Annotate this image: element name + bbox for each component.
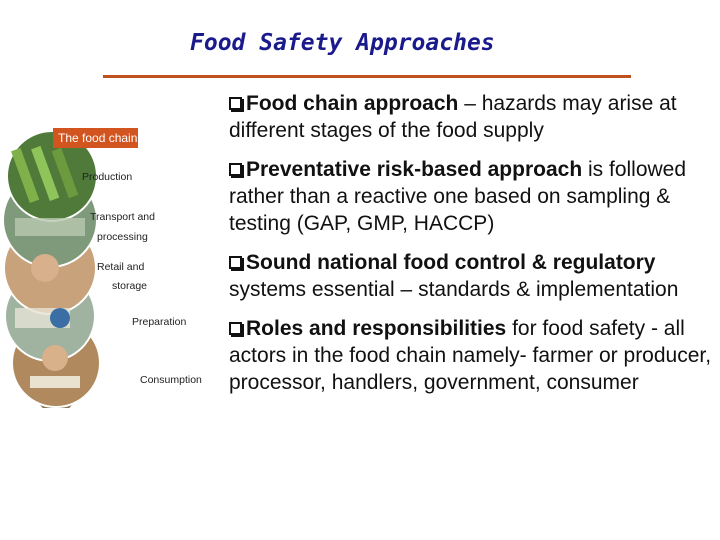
bullet-bold: Roles and responsibilities bbox=[246, 317, 507, 340]
stage-storage-label: storage bbox=[112, 280, 148, 292]
bullet-item bbox=[229, 249, 714, 303]
stage-transport-label: Transport and bbox=[90, 211, 155, 223]
bullet-text: for food safety - all actors in the food chain namely- farmer or producer, processor, handlers, government, consumer bbox=[229, 317, 712, 394]
bullet-item bbox=[229, 156, 714, 237]
title-underline bbox=[103, 75, 631, 78]
checkbox-bullet-icon bbox=[229, 256, 242, 269]
food-chain-figure bbox=[0, 118, 215, 408]
stage-preparation-label: Preparation bbox=[132, 316, 187, 328]
bullet-bold: Preventative risk-based approach bbox=[246, 158, 583, 181]
bullet-bold: Food chain approach bbox=[246, 92, 459, 115]
bullet-bold: Sound national food control & regulatory bbox=[246, 251, 656, 274]
bullet-list bbox=[229, 90, 714, 408]
stage-consumption-label: Consumption bbox=[140, 374, 202, 386]
bullet-item bbox=[229, 315, 714, 396]
checkbox-bullet-icon bbox=[229, 163, 242, 176]
checkbox-bullet-icon bbox=[229, 97, 242, 110]
bullet-text: is followed rather than a reactive one based on sampling & testing (GAP, GMP, HACCP) bbox=[229, 158, 687, 235]
slide-title: Food Safety Approaches bbox=[190, 30, 495, 56]
stage-processing-label: processing bbox=[97, 231, 148, 243]
checkbox-bullet-icon bbox=[229, 322, 242, 335]
stage-production-label: Production bbox=[82, 171, 133, 183]
bullet-text: – hazards may arise at different stages of the food supply bbox=[229, 92, 677, 142]
food-chain-banner: The food chain bbox=[53, 128, 138, 148]
bullet-item bbox=[229, 90, 714, 144]
bullet-text: systems essential – standards & implementation bbox=[229, 278, 679, 301]
stage-retail-label: Retail and bbox=[97, 261, 145, 273]
